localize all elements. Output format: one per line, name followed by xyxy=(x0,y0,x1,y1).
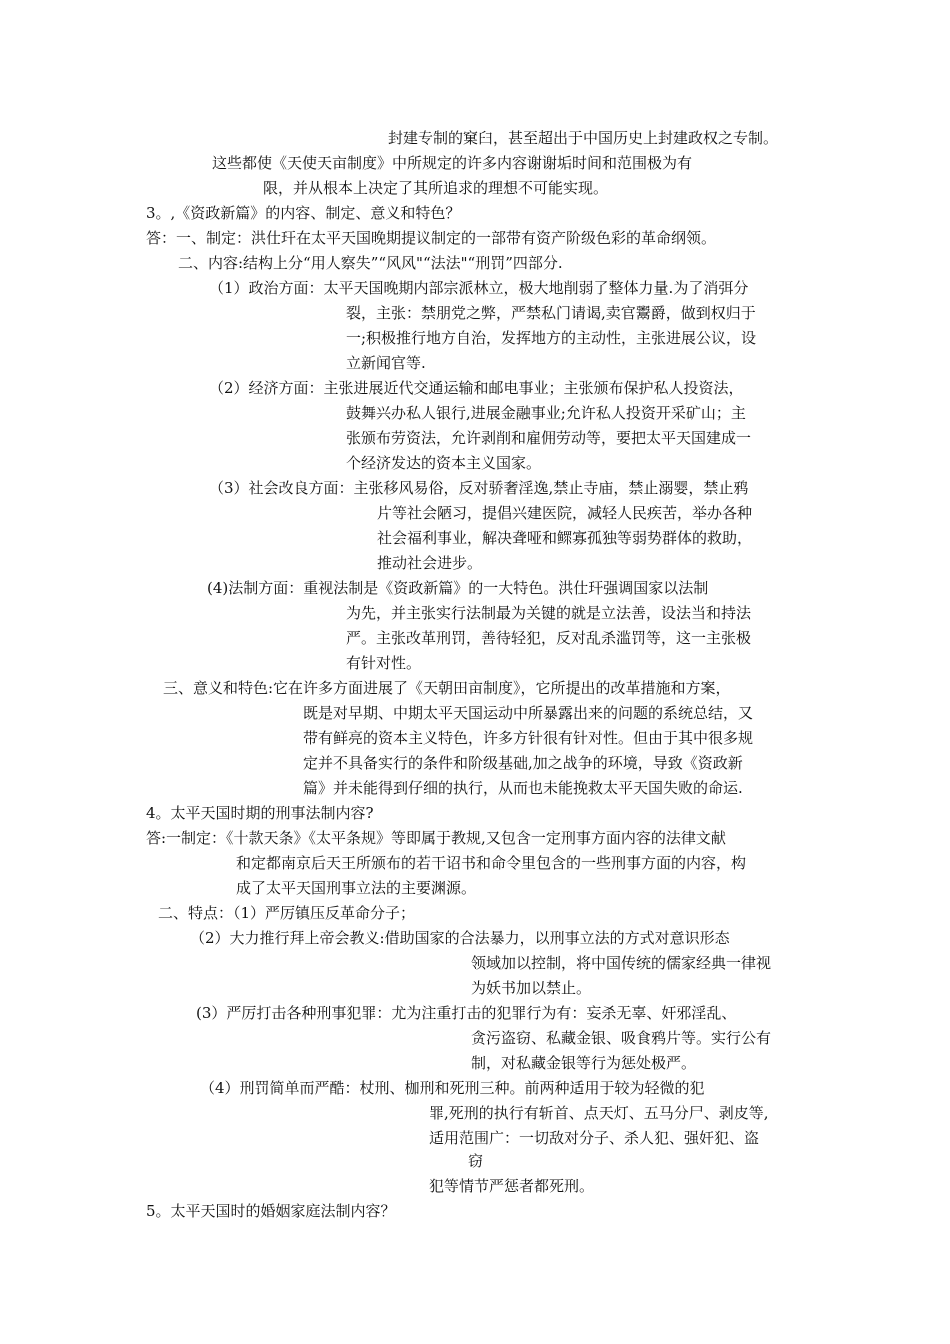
text-line: 三、意义和特色:它在许多方面进展了《天朝田亩制度》，它所提出的改革措施和方案， xyxy=(163,679,731,697)
text-line: 成了太平天国刑事立法的主要渊源。 xyxy=(236,879,477,897)
text-line: 贪污盗窃、私藏金银、吸食鸦片等。实行公有 xyxy=(471,1029,772,1047)
text-line: 篇》并未能得到仔细的执行，从而也未能挽救太平天国失败的命运. xyxy=(303,779,743,797)
text-line: (3）严厉打击各种刑事犯罪：尤为注重打击的犯罪行为有：妄杀无辜、奸邪淫乱、 xyxy=(196,1004,737,1022)
text-line: 为先，并主张实行法制最为关键的就是立法善，设法当和持法 xyxy=(346,604,752,622)
text-line: （2）经济方面：主张进展近代交通运输和邮电事业；主张颁布保护私人投资法， xyxy=(209,379,744,397)
text-line: 犯等情节严惩者都死刑。 xyxy=(429,1177,595,1195)
text-line: 社会福利事业，解决聋哑和鳏寡孤独等弱势群体的救助， xyxy=(377,529,753,547)
text-line: 领域加以控制，将中国传统的儒家经典一律视 xyxy=(471,954,772,972)
text-line: 定并不具备实行的条件和阶级基础,加之战争的环境，导致《资政新 xyxy=(303,754,743,772)
text-line: 制，对私藏金银等行为惩处极严。 xyxy=(471,1054,697,1072)
text-line: （2）大力推行拜上帝会教义:借助国家的合法暴力，以刑事立法的方式对意识形态 xyxy=(190,929,730,947)
text-line: 裂，主张：禁朋党之弊，严禁私门请谒,卖官鬻爵，做到权归于 xyxy=(346,304,756,322)
question-heading: 3。,《资政新篇》的内容、制定、意义和特色？ xyxy=(146,204,461,222)
text-line: 立新闻官等. xyxy=(346,354,426,372)
text-line: （4）刑罚简单而严酷：杖刑、枷刑和死刑三种。前两种适用于较为轻微的犯 xyxy=(200,1079,705,1097)
text-line: 封建专制的窠臼，甚至超出于中国历史上封建政权之专制。 xyxy=(388,129,779,147)
text-line: （3）社会改良方面：主张移风易俗，反对骄奢淫逸,禁止寺庙，禁止溺婴，禁止鸦 xyxy=(209,479,749,497)
question-heading: 5。太平天国时的婚姻家庭法制内容？ xyxy=(146,1202,396,1220)
text-line: (4)法制方面：重视法制是《资政新篇》的一大特色。洪仕玕强调国家以法制 xyxy=(207,579,709,597)
question-heading: 4。太平天国时期的刑事法制内容? xyxy=(146,804,374,822)
text-line: 答:一制定：《十款天条》《太平条规》等即属于教规,又包含一定刑事方面内容的法律文献 xyxy=(146,829,726,847)
text-line: 推动社会进步。 xyxy=(377,554,483,572)
text-line: 答：一、制定：洪仕玕在太平天国晚期提议制定的一部带有资产阶级色彩的革命纲领。 xyxy=(146,229,717,247)
text-line: 这些都使《天使天亩制度》中所规定的许多内容谢谢垢时间和范围极为有 xyxy=(212,154,693,172)
text-line: 带有鲜亮的资本主义特色，许多方针很有针对性。但由于其中很多规 xyxy=(303,729,754,747)
text-line: 罪,死刑的执行有斩首、点天灯、五马分尸、剥皮等, xyxy=(429,1104,769,1122)
text-line: 张颁布劳资法，允许剥削和雇佣劳动等，要把太平天国建成一 xyxy=(346,429,752,447)
text-line: 为妖书加以禁止。 xyxy=(471,979,592,997)
text-line: 鼓舞兴办私人银行,进展金融事业;允许私人投资开采矿山；主 xyxy=(346,404,746,422)
text-line: 个经济发达的资本主义国家。 xyxy=(346,454,542,472)
text-line: （1）政治方面：太平天国晚期内部宗派林立，极大地削弱了整体力量.为了消弭分 xyxy=(209,279,749,297)
text-line: 有针对性。 xyxy=(346,654,422,672)
text-line: 和定都南京后天王所颁布的若干诏书和命令里包含的一些刑事方面的内容，构 xyxy=(236,854,747,872)
text-line: 二、内容:结构上分“用人察失”“风风"“法法"“刑罚”四部分. xyxy=(178,254,563,272)
text-line: 一;积极推行地方自治，发挥地方的主动性，主张进展公议，设 xyxy=(346,329,757,347)
text-line: 适用范围广：一切敌对分子、杀人犯、强奸犯、盗 xyxy=(429,1129,760,1147)
text-line: 限，并从根本上决定了其所追求的理想不可能实现。 xyxy=(263,179,609,197)
text-line: 二、特点：（1）严厉镇压反革命分子； xyxy=(158,904,416,922)
text-line: 窃 xyxy=(468,1152,484,1170)
text-line: 严。主张改革刑罚，善待轻犯，反对乱杀滥罚等，这一主张极 xyxy=(346,629,752,647)
text-line: 既是对早期、中期太平天国运动中所暴露出来的问题的系统总结，又 xyxy=(303,704,754,722)
text-line: 片等社会陋习，提倡兴建医院，减轻人民疾苦，举办各种 xyxy=(377,504,753,522)
